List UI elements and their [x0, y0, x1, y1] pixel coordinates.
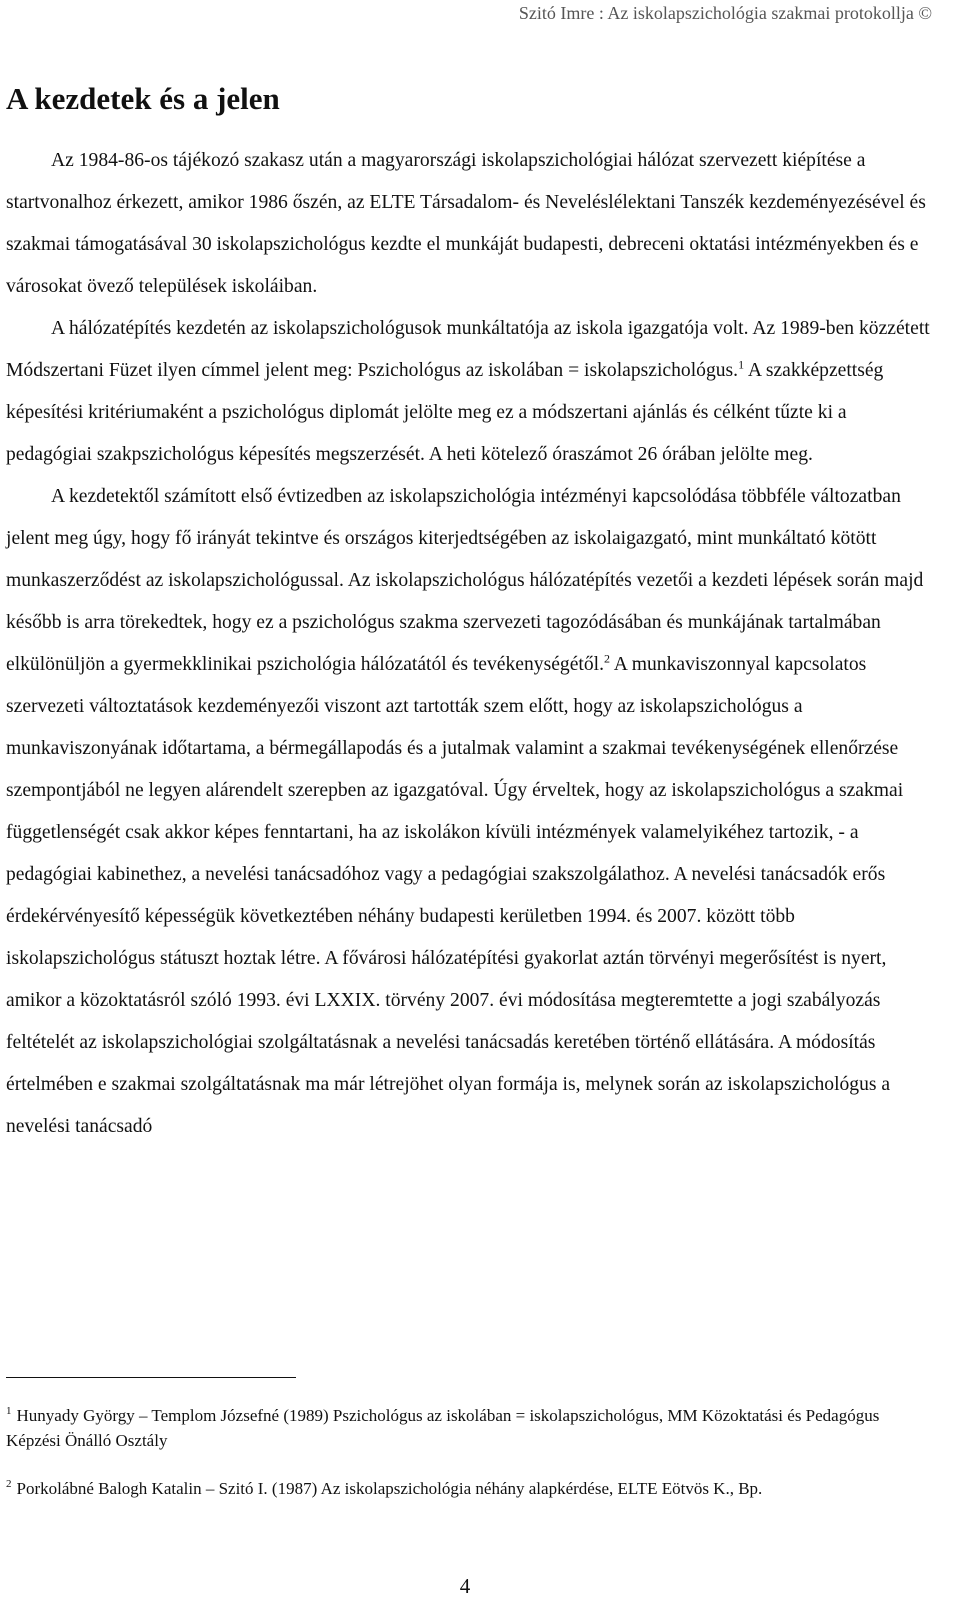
- footnote-2-text: Porkolábné Balogh Katalin – Szitó I. (1987) Az iskolapszichológia néhány alapkérdése, ELTE Eötvös K., Bp.: [16, 1479, 763, 1498]
- section-title: A kezdetek és a jelen: [6, 81, 280, 116]
- paragraph-2: [6, 308, 936, 476]
- footnote-ref-2[interactable]: 2: [603, 651, 610, 666]
- footnote-marker-1: 1: [6, 1405, 12, 1418]
- running-header: Szitó Imre : Az iskolapszichológia szakmai protokollja ©: [518, 3, 932, 23]
- footnotes: [6, 1403, 936, 1501]
- footnote-divider: [6, 1377, 296, 1378]
- footnote-ref-1[interactable]: 1: [738, 357, 745, 372]
- paragraph-1: Az 1984-86-os tájékozó szakasz után a magyarországi iskolapszichológiai hálózat szervezett kiépítése a startvonalhoz érkezett, amikor 1986 őszén, az ELTE Társadalom- és Neveléslélektani Tanszék kezdeményezésével és szakmai támogatásával 30 iskolapszichológus kezdte el munkáját budapesti, debreceni oktatási intézményekben és e városokat övező települések iskoláiban.: [6, 150, 926, 297]
- footnote-1-text: Hunyady György – Templom Józsefné (1989) Pszichológus az iskolában = iskolapszichológus, MM Közoktatási és Pedagógus Képzési Önálló Osztály: [6, 1406, 880, 1450]
- page-number: 4: [459, 1574, 471, 1598]
- paragraph-3-text-b: A munkaviszonnyal kapcsolatos szervezeti változtatások kezdeményezői viszont azt tartották szem előtt, hogy az iskolapszichológus a munkaviszonyának időtartama, a bérmegállapodás és a jutalmak valamint a szakmai tevékenységének ellenőrzése szempontjából ne legyen alárendelt szerepben az igazgatóval. Úgy érveltek, hogy az iskolapszichológus a szakmai függetlenségét csak akkor képes fenntartani, ha az iskolákon kívüli intézmények valamelyikéhez tartozik, - a pedagógiai kabinethez, a nevelési tanácsadóhoz vagy a pedagógiai szakszolgálathoz. A nevelési tanácsadók erős érdekérvényesítő képességük következtében néhány budapesti kerületben 1994. és 2007. között több iskolapszichológus státuszt hoztak létre. A fővárosi hálózatépítési gyakorlat aztán törvényi megerősítést is nyert, amikor a közoktatásról szóló 1993. évi LXXIX. törvény 2007. évi módosítása megteremtette a jogi szabályozás feltételét az iskolapszichológiai szolgáltatásnak a nevelési tanácsadás keretében történő ellátására. A módosítás értelmében e szakmai szolgáltatásnak ma már létrejöhet olyan formája is, melynek során az iskolapszichológus a nevelési tanácsadó: [6, 654, 904, 1137]
- paragraph-2-text-a: A hálózatépítés kezdetén az iskolapszichológusok munkáltatója az iskola igazgatója volt. Az 1989-ben közzétett Módszertani Füzet ilyen címmel jelent meg: Pszichológus az iskolában = iskolapszichológus.: [6, 318, 930, 381]
- paragraph-2-text-b: A szakképzettség képesítési kritériumaként a pszichológus diplomát jelölte meg ez a módszertani ajánlás és célként tűzte ki a pedagógiai szakpszichológus képesítés megszerzését. A heti kötelező óraszámot 26 órában jelölte meg.: [6, 360, 884, 465]
- body-text: [6, 140, 936, 1148]
- footnote-2: [6, 1476, 936, 1501]
- paragraph-3: [6, 476, 936, 1148]
- footnote-1: [6, 1403, 936, 1453]
- footnote-marker-2: 2: [6, 1478, 12, 1491]
- paragraph-3-text-a: A kezdetektől számított első évtizedben az iskolapszichológia intézményi kapcsolódása többféle változatban jelent meg úgy, hogy fő irányát tekintve és országos kiterjedtségében az iskolaigazgató, mint munkáltató kötött munkaszerződést az iskolapszichológussal. Az iskolapszichológus hálózatépítés vezetői a kezdeti lépések során majd később is arra törekedtek, hogy ez a pszichológus szakma szervezeti tagozódásában és munkájának tartalmában elkülönüljön a gyermekklinikai pszichológia hálózatától és tevékenységétől.: [6, 486, 924, 675]
